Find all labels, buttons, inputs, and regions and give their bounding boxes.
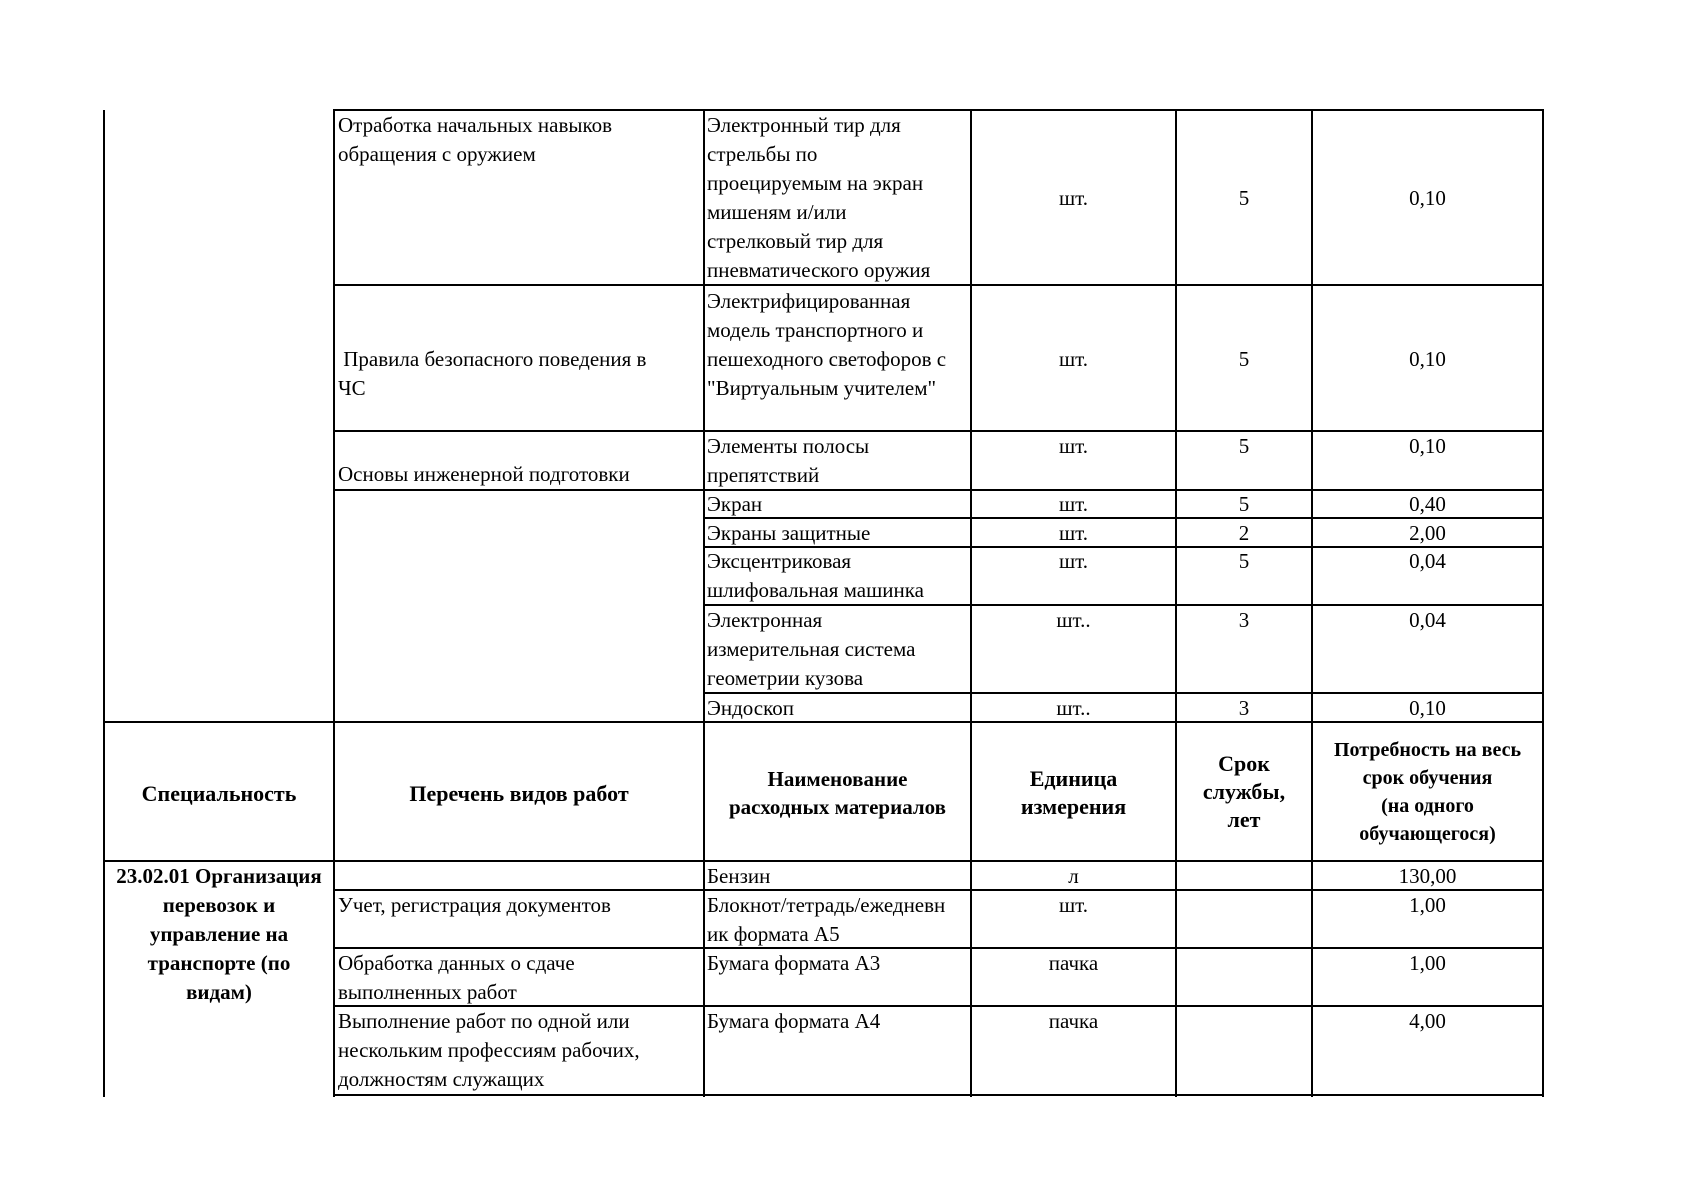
work-type-cell: Правила безопасного поведения в ЧС (338, 347, 647, 400)
material-cell: Элементы полосы препятствий (707, 434, 870, 487)
header-work-types: Перечень видов работ (409, 781, 629, 806)
material-cell: Бумага формата А4 (707, 1009, 881, 1033)
unit-cell: шт. (1058, 549, 1089, 573)
need-cell: 130,00 (1398, 864, 1457, 888)
service-life-cell: 5 (1238, 434, 1250, 458)
header-need: Потребность на весь срок обучения (на одного обучающегося) (1333, 739, 1522, 845)
unit-cell: л (1068, 864, 1079, 888)
service-life-cell: 2 (1238, 521, 1250, 545)
need-cell: 2,00 (1409, 521, 1446, 545)
work-type-cell: Обработка данных о сдаче выполненных работ (338, 951, 575, 1004)
service-life-cell: 5 (1238, 549, 1250, 573)
table-border (333, 1094, 1544, 1096)
work-type-cell: Отработка начальных навыков обращения с оружием (338, 113, 613, 166)
need-cell: 0,40 (1409, 492, 1446, 516)
unit-cell: пачка (1048, 1009, 1099, 1033)
header-unit: Единица измерения (1020, 766, 1127, 819)
header-materials: Наименование расходных материалов (728, 767, 946, 819)
unit-cell: шт. (1058, 434, 1089, 458)
unit-cell: шт.. (1056, 608, 1091, 632)
material-cell: Экран (707, 492, 763, 516)
service-life-cell: 5 (1238, 186, 1250, 210)
header-specialty: Специальность (141, 781, 297, 806)
work-type-cell: Основы инженерной подготовки (338, 462, 630, 486)
unit-cell: шт. (1058, 492, 1089, 516)
material-cell: Электрифицированная модель транспортного и пешеходного светофоров с "Виртуальным учителем" (707, 289, 947, 400)
need-cell: 0,10 (1409, 696, 1446, 720)
material-cell: Экраны защитные (707, 521, 871, 545)
material-cell: Электронная измерительная система геометрии кузова (707, 608, 916, 690)
work-type-cell: Выполнение работ по одной или нескольким профессиям рабочих, должностям служащих (338, 1009, 640, 1091)
header-service-life: Срок службы, лет (1202, 751, 1286, 832)
need-cell: 0,10 (1409, 347, 1446, 371)
specialty-name: 23.02.01 Организация перевозок и управление на транспорте (по видам) (116, 864, 322, 1004)
unit-cell: шт. (1058, 186, 1089, 210)
service-life-cell: 5 (1238, 347, 1250, 371)
need-cell: 0,04 (1409, 608, 1446, 632)
material-cell: Эксцентриковая шлифовальная машинка (707, 549, 924, 602)
unit-cell: пачка (1048, 951, 1099, 975)
need-cell: 0,10 (1409, 434, 1446, 458)
service-life-cell: 3 (1238, 696, 1250, 720)
service-life-cell: 3 (1238, 608, 1250, 632)
need-cell: 4,00 (1409, 1009, 1446, 1033)
material-cell: Электронный тир для стрельбы по проецируемым на экран мишеням и/или стрелковый тир для пневматического оружия (707, 113, 931, 282)
service-life-cell: 5 (1238, 492, 1250, 516)
need-cell: 0,10 (1409, 186, 1446, 210)
need-cell: 1,00 (1409, 951, 1446, 975)
material-cell: Бензин (707, 864, 771, 888)
work-type-cell: Учет, регистрация документов (338, 893, 611, 917)
material-cell: Эндоскоп (707, 696, 795, 720)
unit-cell: шт. (1058, 347, 1089, 371)
unit-cell: шт. (1058, 893, 1089, 917)
need-cell: 0,04 (1409, 549, 1446, 573)
need-cell: 1,00 (1409, 893, 1446, 917)
material-cell: Бумага формата А3 (707, 951, 881, 975)
unit-cell: шт. (1058, 521, 1089, 545)
material-cell: Блокнот/тетрадь/ежедневн ик формата А5 (707, 893, 946, 946)
table-border (333, 284, 1544, 286)
unit-cell: шт.. (1056, 696, 1091, 720)
